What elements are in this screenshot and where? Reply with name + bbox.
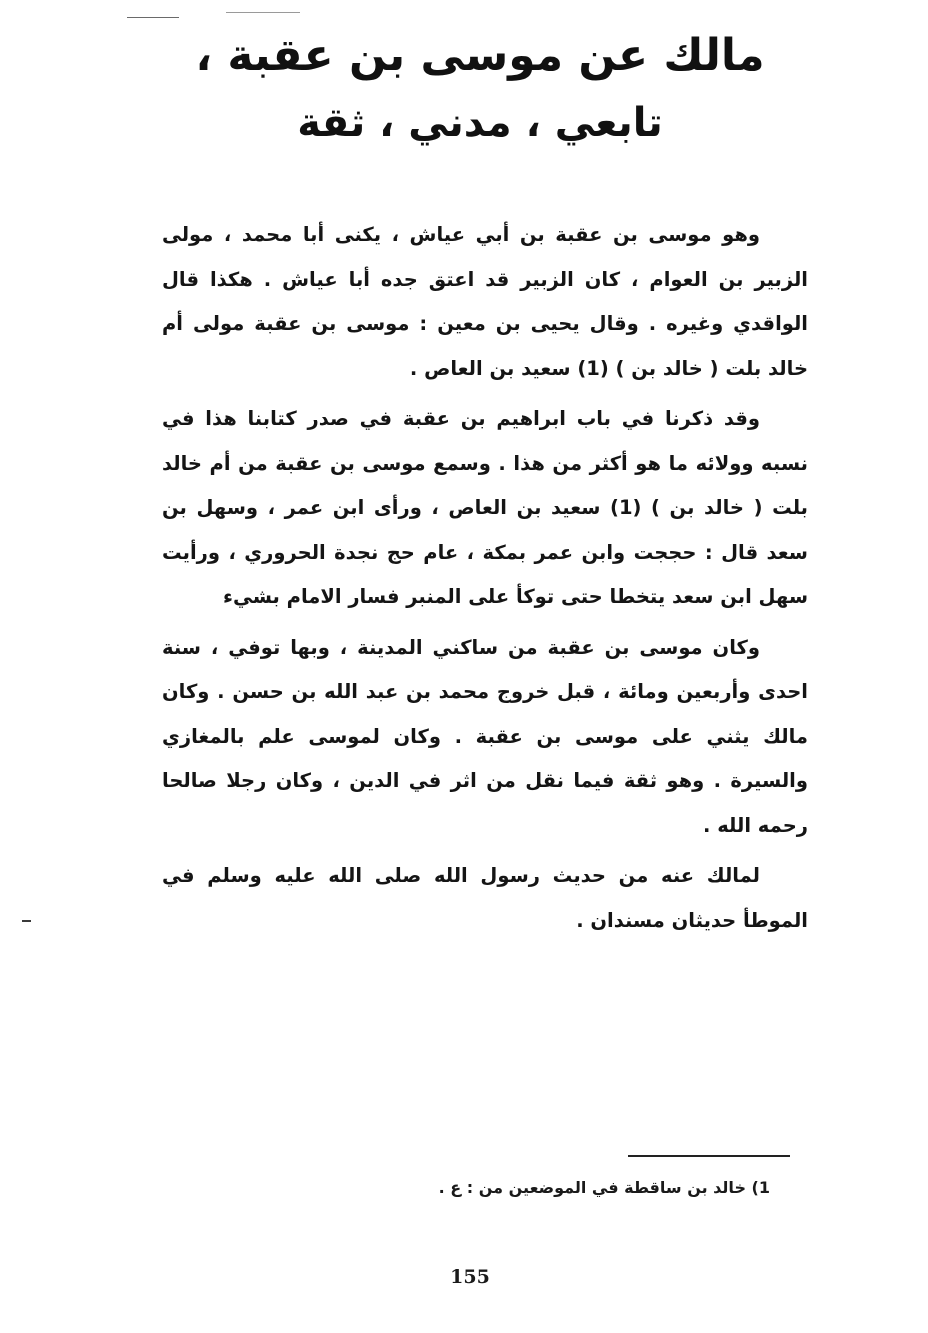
- paragraph: وكان موسى بن عقبة من ساكني المدينة ، وبها توفي ، سنة احدى وأربعين ومائة ، قبل خروج محمد بن عبد الله بن حسن . وكان مالك يثني على موسى بن عقبة . وكان لموسى علم بالمغازي والسيرة . وهو ثقة فيما نقل من اثر في الدين ، وكان رجلا صالحا رحمه الله .: [162, 635, 808, 837]
- page-subtitle: تابعي ، مدني ، ثقة: [297, 100, 663, 146]
- scan-mark: [127, 17, 179, 18]
- footnote-divider: [628, 1155, 790, 1157]
- paragraph: لمالك عنه من حديث رسول الله صلى الله عليه وسلم في الموطأ حديثان مسندان .: [162, 864, 808, 932]
- page-title: مالك عن موسى بن عقبة ،: [195, 30, 765, 81]
- body-text: [162, 213, 808, 949]
- scan-mark: [226, 12, 300, 13]
- page-number: 155: [450, 1266, 490, 1288]
- paragraph: وهو موسى بن عقبة بن أبي عياش ، يكنى أبا محمد ، مولى الزبير بن العوام ، كان الزبير قد اعتق جده أبا عياش . هكذا قال الواقدي وغيره . وقال يحيى بن معين : موسى بن عقبة مولى أم خالد بلت ( خالد بن ) (1) سعيد بن العاص .: [162, 223, 808, 380]
- footnote: 1) خالد بن ساقطة في الموضعين من : ع .: [438, 1178, 770, 1197]
- paragraph: وقد ذكرنا في باب ابراهيم بن عقبة في صدر كتابنا هذا في نسبه وولائه ما هو أكثر من هذا . وسمع موسى بن عقبة من أم خالد بلت ( خالد بن ) (1) سعيد بن العاص ، ورأى ابن عمر ، وسهل بن سعد قال : حججت وابن عمر بمكة ، عام حج نجدة الحروري ، ورأيت سهل ابن سعد يتخطا حتى توكأ على المنبر فسار الامام بشيء: [162, 407, 808, 608]
- scan-mark: [22, 920, 31, 922]
